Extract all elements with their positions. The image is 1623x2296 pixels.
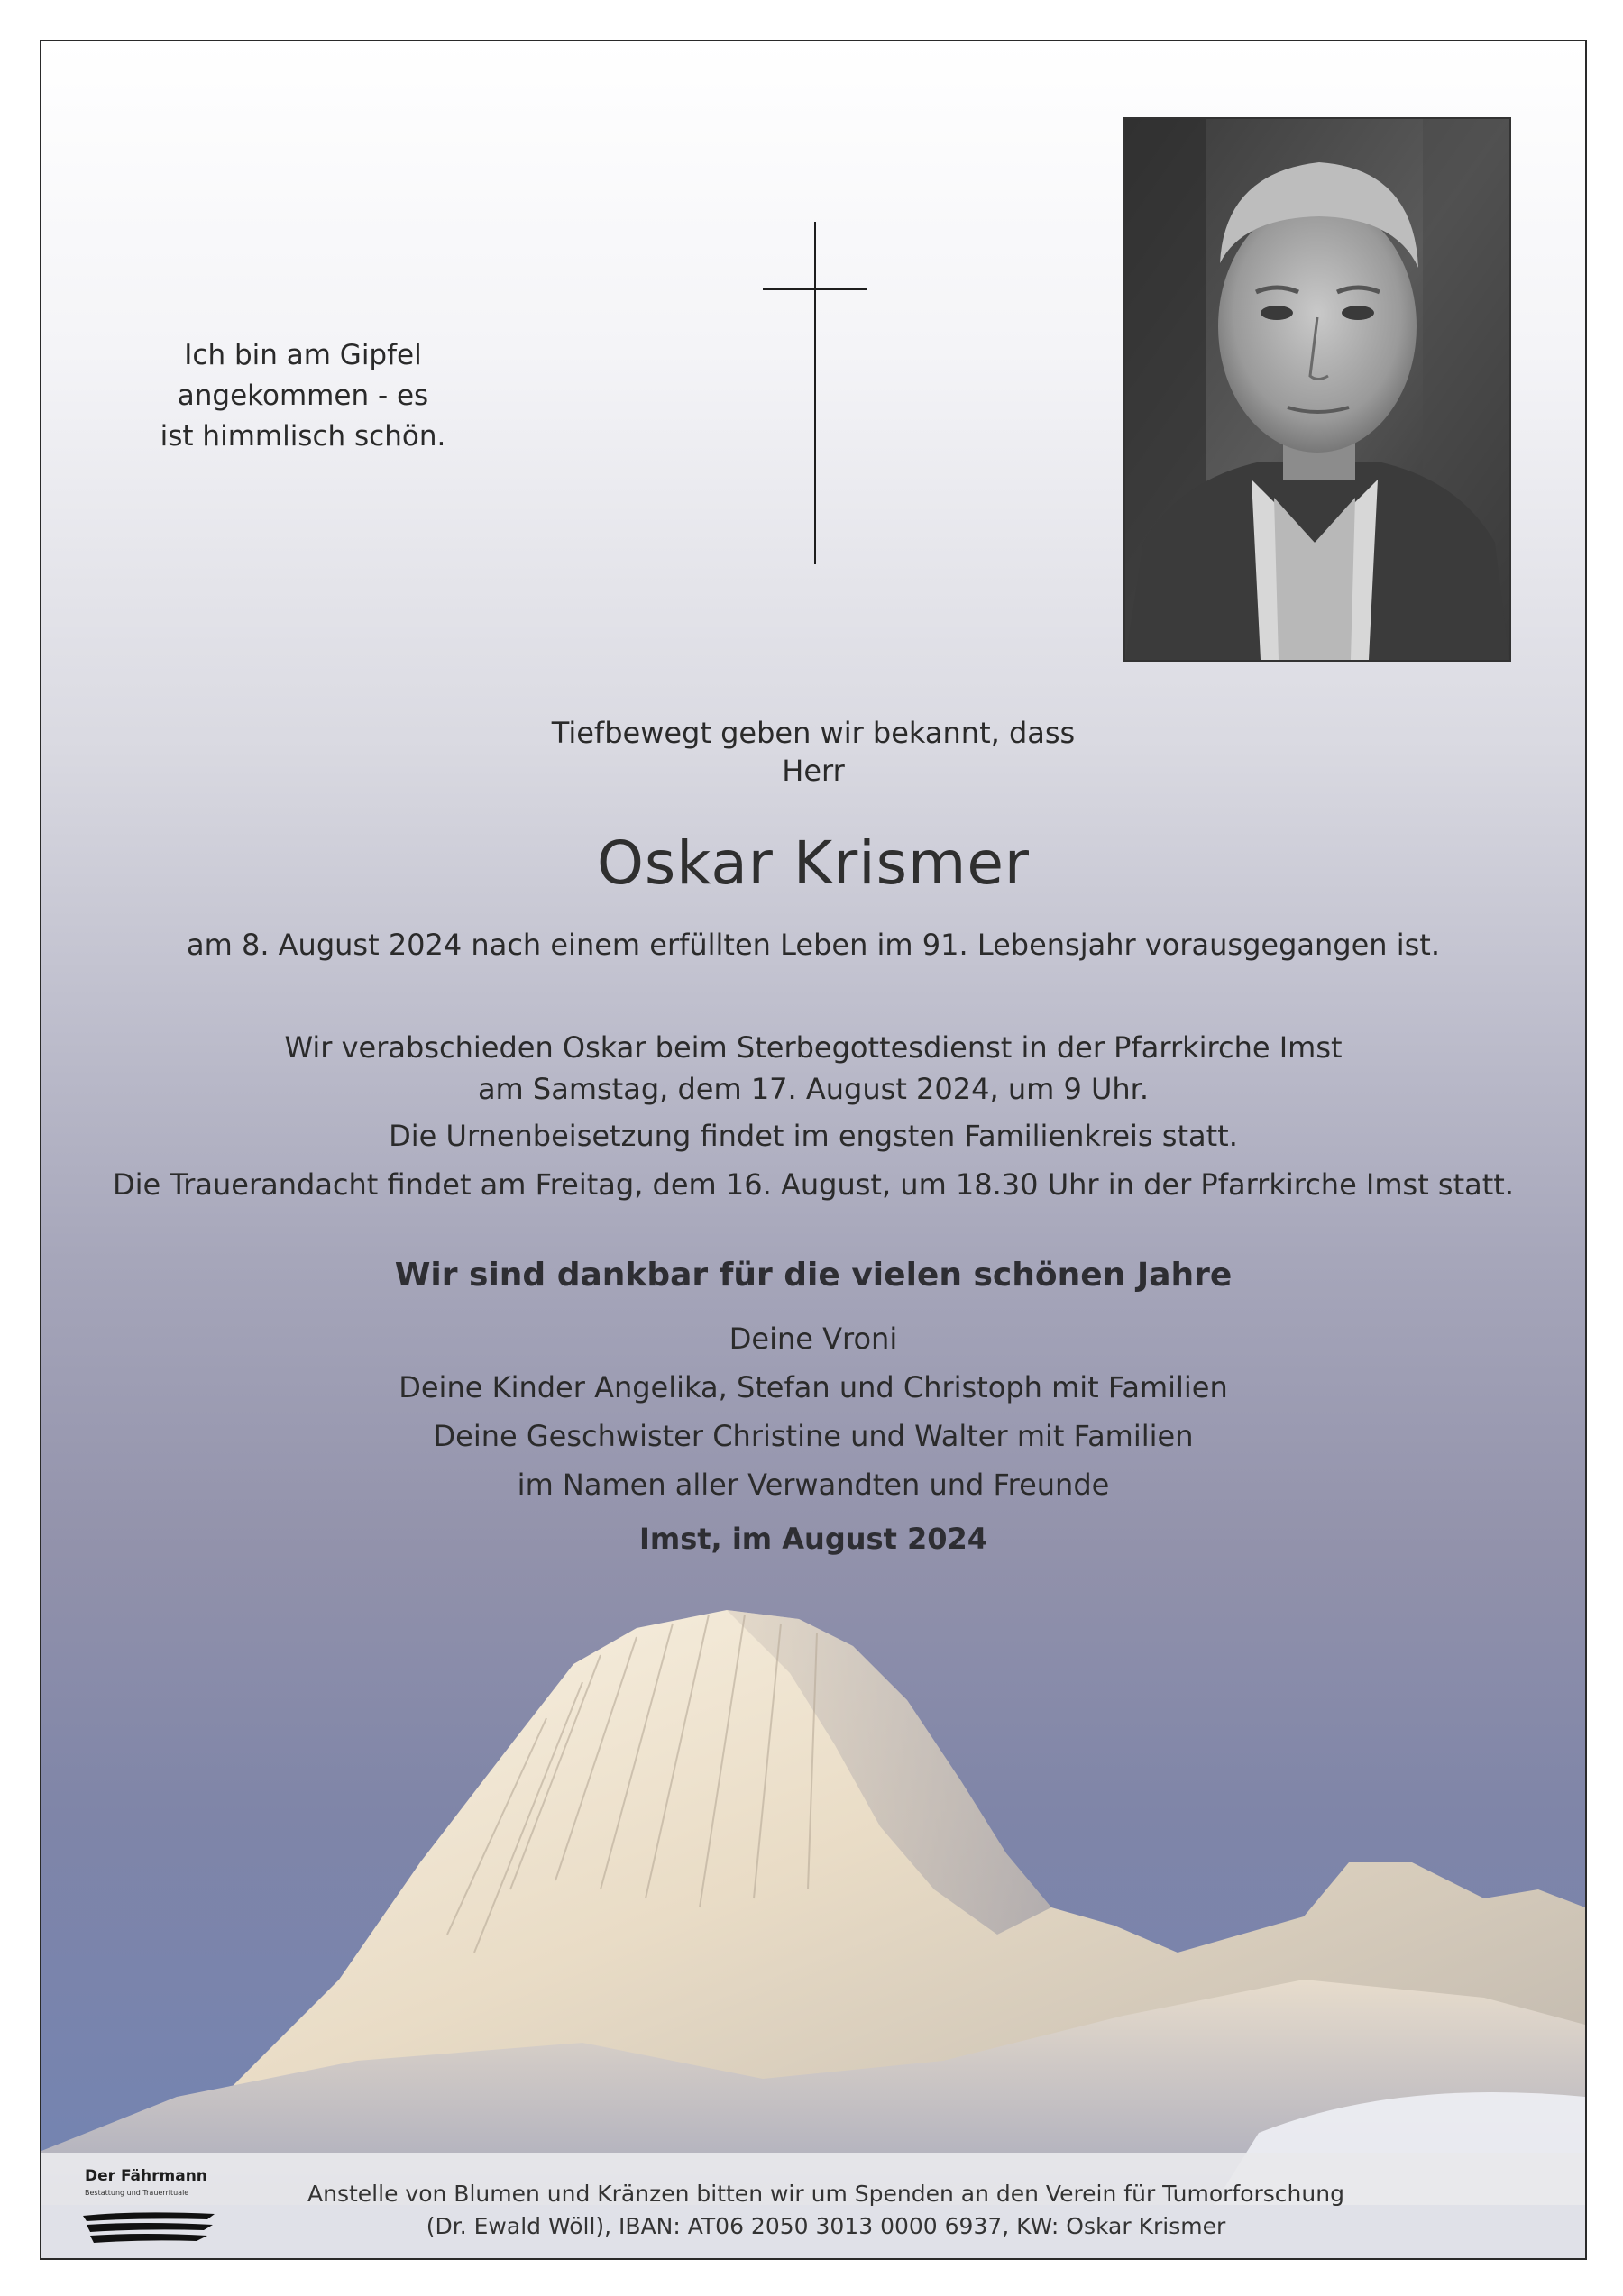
logo-title: Der Fährmann: [85, 2167, 207, 2185]
service-line-1: Wir verabschieden Oskar beim Sterbegottesdienst in der Pfarrkirche Imst: [284, 1030, 1343, 1065]
service-line-4: Die Trauerandacht findet am Freitag, dem 16. August, um 18.30 Uhr in der Pfarrkirche Imst statt.: [112, 1167, 1515, 1202]
service-line-2: am Samstag, dem 17. August 2024, um 9 Uhr.: [477, 1072, 1150, 1106]
service-line-3: Die Urnenbeisetzung findet im engsten Familienkreis statt.: [389, 1119, 1238, 1153]
cross-icon: [761, 222, 869, 564]
donation-line-1: Anstelle von Blumen und Kränzen bitten wir um Spenden an den Verein für Tumorforschung: [307, 2181, 1344, 2207]
boat-icon: [81, 2207, 216, 2246]
logo-subtitle: Bestattung und Trauerrituale: [85, 2189, 189, 2197]
family-line-4: im Namen aller Verwandten und Freunde: [517, 1468, 1110, 1502]
footer-bar: [41, 2153, 1585, 2258]
portrait-photo: [1123, 117, 1511, 662]
donation-note: [240, 2178, 1412, 2243]
quote-text: Ich bin am Gipfel angekommen - es ist himmlisch schön.: [160, 339, 446, 453]
intro-line-2: Herr: [782, 754, 845, 788]
funeral-home-logo: [81, 2163, 225, 2254]
thanks-heading: Wir sind dankbar für die vielen schönen Jahre: [394, 1257, 1233, 1294]
donation-line-2: (Dr. Ewald Wöll), IBAN: AT06 2050 3013 0000 6937, KW: Oskar Krismer: [426, 2213, 1226, 2239]
obituary-card: [40, 40, 1587, 2260]
family-line-1: Deine Vroni: [729, 1322, 898, 1356]
place-date: Imst, im August 2024: [638, 1522, 988, 1556]
intro-text: [41, 714, 1585, 790]
mountain-image: [41, 1592, 1585, 2205]
death-notice: am 8. August 2024 nach einem erfüllten Leben im 91. Lebensjahr vorausgegangen ist.: [187, 928, 1440, 962]
deceased-name: Oskar Krismer: [596, 828, 1031, 898]
intro-line-1: Tiefbewegt geben wir bekannt, dass: [551, 716, 1076, 750]
family-line-3: Deine Geschwister Christine und Walter mit Familien: [433, 1419, 1194, 1453]
family-line-2: Deine Kinder Angelika, Stefan und Christoph mit Familien: [399, 1370, 1228, 1404]
portrait-image: [1125, 119, 1509, 660]
